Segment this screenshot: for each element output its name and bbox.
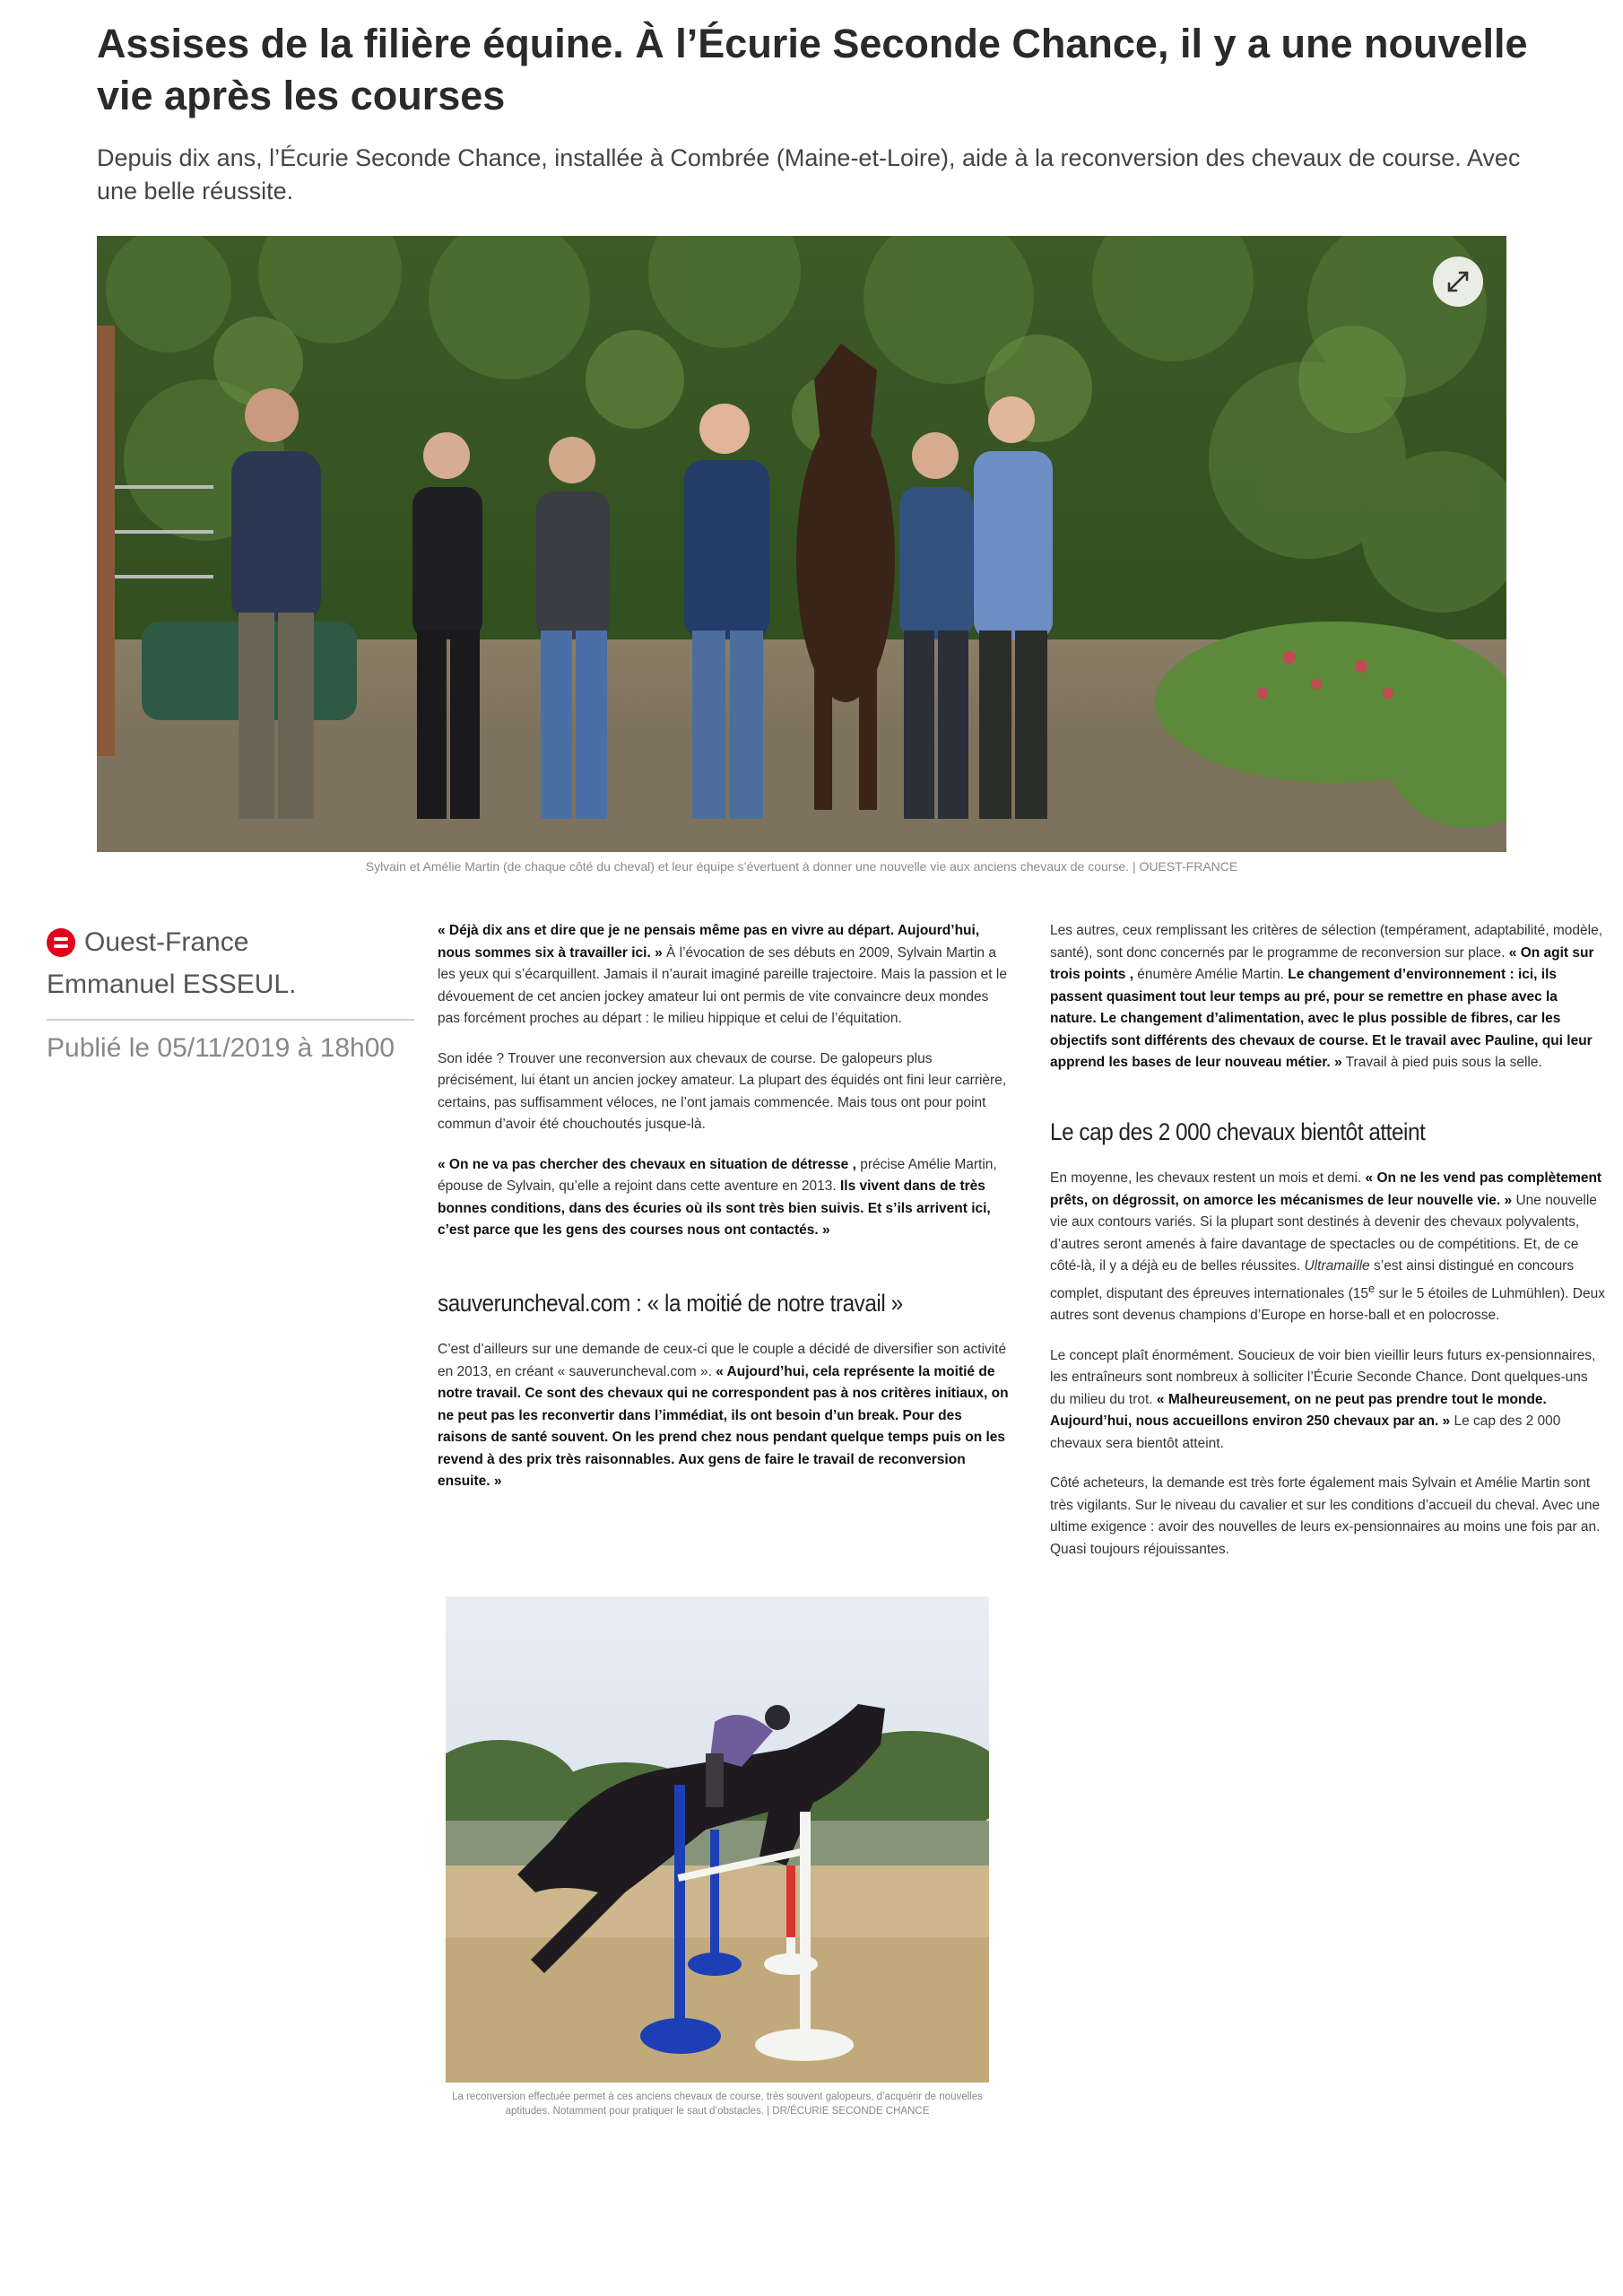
article-title: Assises de la filière équine. À l’Écurie Seconde Chance, il y a une nouvelle vie après les courses	[97, 21, 1528, 118]
paragraph: « Déjà dix ans et dire que je ne pensais même pas en vivre au départ. Aujourd’hui, nous sommes six à travailler ici. » À l’évocation de ses débuts en 2009, Sylvain Martin a les yeux qui s’écarquillent. Jamais il n’aurait imaginé pareille trajectoire. Mais la passion et le dévouement de cet ancien jockey amateur lui ont permis de vite convaincre deux mondes pas forcément proches au départ : le milieu hippique et celui de l’équitation.	[438, 923, 1007, 1026]
expand-icon	[1445, 269, 1471, 294]
article-body-col3	[1050, 920, 1606, 1578]
article-meta	[47, 922, 414, 1064]
jumping-photo-caption: La reconversion effectuée permet à ces anciens chevaux de course, très souvent galopeurs, d’acquérir de nouvelles aptitudes. Notamment pour pratiquer le saut d’obstacles. | DR/ÉCURIE SECONDE CHANCE	[452, 2092, 983, 2117]
paragraph: En moyenne, les chevaux restent un mois et demi. « On ne les vend pas complètement prêts, on dégrossit, on amorce les mécanismes de leur nouvelle vie. » Une nouvelle vie aux contours variés. Si la plupart sont destinés à devenir des chevaux polyvalents, d’autres seront amenés à faire davantage de spectacles ou de compétitions. Et, de ce côté-là, il y a déjà eu de belles réussites. Ultramaille s’est ainsi distingué en concours complet, disputant des épreuves internationales (15e sur le 5 étoiles de Luhmühlen). Deux autres sont devenus champions d’Europe en horse-ball et en polocrosse.	[1050, 1170, 1605, 1324]
paragraph: Les autres, ceux remplissant les critères de sélection (tempérament, adaptabilité, modèle, santé), sont donc concernés par le programme de reconversion sur place. « On agit sur trois points , énumère Amélie Martin. Le changement d’environnement : ici, ils passent quasiment tout leur temps au pré, pour se remettre en phase avec la nature. Le changement d’alimentation, avec le plus possible de fibres, car les objectifs sont différents des chevaux de course. Et le travail avec Pauline, qui leur apprend les bases de leur nouveau métier. » Travail à pied puis sous la selle.	[1050, 923, 1602, 1070]
main-photo[interactable]	[97, 236, 1506, 852]
ouest-france-logo-icon	[47, 928, 75, 957]
meta-divider	[47, 1019, 414, 1021]
team-with-horse-photo	[97, 236, 1506, 852]
expand-photo-button[interactable]	[1433, 257, 1483, 307]
section-heading: Le cap des 2 000 chevaux bientôt atteint	[1050, 1118, 1426, 1145]
jumping-photo[interactable]	[446, 1596, 989, 2083]
source-name: Ouest-France	[84, 927, 249, 957]
paragraph: Le concept plaît énormément. Soucieux de voir bien vieillir leurs futurs ex-pensionnaires, les entraîneurs sont nombreux à solliciter l’Écurie Seconde Chance. Dont quelques-uns du milieu du trot. « Malheureusement, on ne peut pas prendre tout le monde. Aujourd’hui, nous accueillons environ 250 chevaux par an. » Le cap des 2 000 chevaux sera bientôt atteint.	[1050, 1347, 1596, 1451]
main-photo-caption: Sylvain et Amélie Martin (de chaque côté du cheval) et leur équipe s’évertuent à donner une nouvelle vie aux anciens chevaux de course. | OUEST-FRANCE	[365, 859, 1238, 874]
section-heading: sauveruncheval.com : « la moitié de notre travail »	[438, 1289, 903, 1317]
source[interactable]	[47, 922, 414, 963]
publish-date: Publié le 05/11/2019 à 18h00	[47, 1033, 395, 1063]
paragraph: « On ne va pas chercher des chevaux en situation de détresse , précise Amélie Martin, épouse de Sylvain, qu’elle a rejoint dans cette aventure en 2013. Ils vivent dans de très bonnes conditions, dans des écuries où ils sont très bien suivis. Et s’ils arrivent ici, c’est parce que les gens des courses nous ont contactés. »	[438, 1156, 997, 1238]
paragraph: Côté acheteurs, la demande est très forte également mais Sylvain et Amélie Martin sont très vigilants. Sur le niveau du cavalier et sur les conditions d’accueil du cheval. Avec une ultime exigence : avoir des nouvelles de leurs ex-pensionnaires au moins une fois par an. Quasi toujours réjouissantes.	[1050, 1475, 1601, 1557]
horse-jumping-photo	[446, 1596, 989, 2083]
article-lede: Depuis dix ans, l’Écurie Seconde Chance, installée à Combrée (Maine-et-Loire), aide à la reconversion des chevaux de course. Avec une belle réussite.	[97, 144, 1521, 204]
paragraph: C’est d’ailleurs sur une demande de ceux-ci que le couple a décidé de diversifier son activité en 2013, en créant « sauveruncheval.com ». « Aujourd’hui, cela représente la moitié de notre travail. Ce sont des chevaux qui ne correspondent pas à nos critères initiaux, on ne peut pas les reconvertir dans l’immédiat, ils ont besoin d’un break. Pour des raisons de santé souvent. On les prend chez nous pendant quelque temps puis on les revend à des prix très raisonnables. Aux gens de faire le travail de reconversion ensuite. »	[438, 1342, 1009, 1489]
paragraph: Son idée ? Trouver une reconversion aux chevaux de course. De galopeurs plus précisément, lui étant un ancien jockey amateur. La plupart des équidés ont fini leur carrière, certains, pas suffisamment véloces, ne l’ont jamais commencée. Mais tous ont pour point commun d’avoir été chouchoutés jusque-là.	[438, 1050, 1007, 1132]
article-body-col2	[438, 920, 1011, 1511]
author-name: Emmanuel ESSEUL.	[47, 970, 297, 999]
